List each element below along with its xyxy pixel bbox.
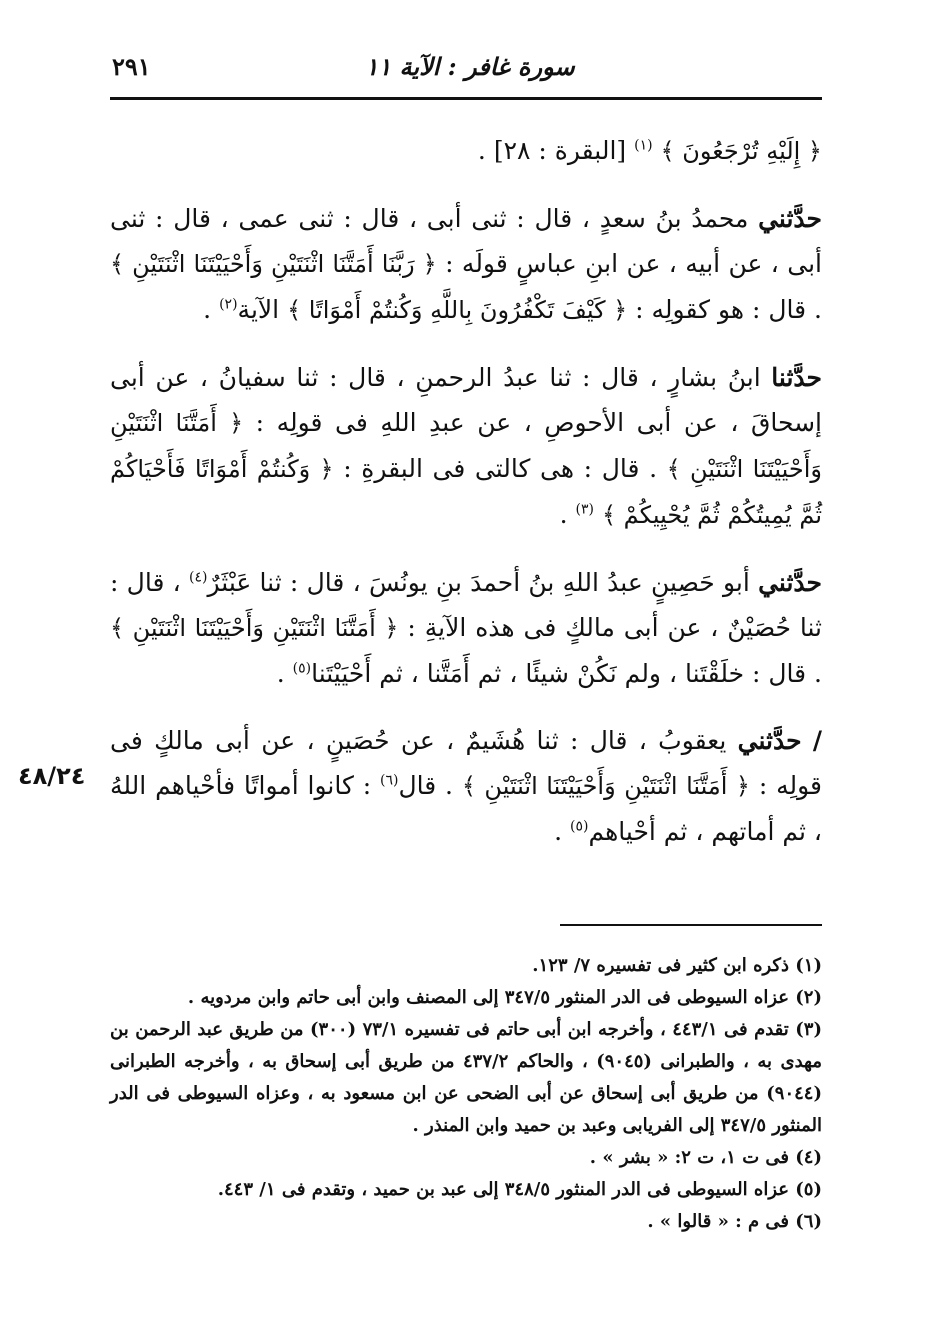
paragraph-3 [110, 560, 822, 696]
footnote-marker: (٢) [219, 296, 238, 313]
paragraph-text: أبو حَصِينٍ عبدُ اللهِ بنُ أحمدَ بنِ يونُسَ ، قال : ثنا عَبْثَرٌ [207, 568, 750, 597]
paragraph-2 [110, 355, 822, 538]
footnote-marker: (٦) [380, 772, 399, 789]
paragraph-text: ابنُ بشارٍ ، قال : ثنا عبدُ الرحمنِ ، قال : ثنا سفيانُ ، عن أبى إسحاقَ ، عن أبى الأحوصِ ، عن عبدِ اللهِ فى قولِه : [110, 363, 822, 437]
running-header: سورة غافر : الآية ١١ [365, 52, 575, 81]
footnote-marker: (٥) [570, 818, 589, 835]
footnote-1: (١) ذكره ابن كثير فى تفسيره ٧/ ١٢٣. [532, 955, 822, 976]
quran-verse: ﴿ رَبَّنَا أَمَتَّنَا اثْنَتَيْنِ وَأَحْيَيْتَنَا اثْنَتَيْنِ ﴾ [110, 250, 437, 278]
main-text [110, 128, 822, 876]
footnote-4: (٤) فى ت ١، ت ٢: « بشر » . [589, 1147, 822, 1168]
paragraph-lead: حدَّثنا [771, 363, 822, 392]
footnote-marker: (١) [634, 137, 653, 154]
paragraph-text: يعقوبُ ، قال : ثنا هُشَيمٌ ، عن حُصَينٍ ، عن أبى مالكٍ فى قولِه : [110, 726, 822, 800]
paragraph-end: . [203, 295, 212, 324]
paragraph-text: . قال : هى كالتى فى البقرةِ : [343, 454, 658, 483]
paragraph-text: . قال : خلَقْتَنا ، ولم نَكُنْ شيئًا ، ثم أَمَتَّنا ، ثم أَحْيَيْتَنا [311, 659, 822, 688]
paragraph-text: : كانوا أمواتًا فأحْياهم اللهُ ، ثم أماتهم ، ثم أحْياهم [110, 771, 822, 846]
footnote-marker: (٥) [292, 660, 312, 677]
paragraph-text: . قال [398, 771, 453, 800]
quran-verse: ﴿ أَمَتَّنَا اثْنَتَيْنِ وَأَحْيَيْتَنَا اثْنَتَيْنِ ﴾ [461, 772, 750, 800]
page-number: ٢٩١ [112, 52, 151, 81]
paragraph-end: . [559, 500, 568, 529]
footnote-rule [560, 924, 822, 926]
header-rule [110, 97, 822, 100]
paragraph-text: الآية [237, 295, 280, 324]
paragraph-lead: حدَّثني [737, 726, 802, 755]
footnote-5: (٥) عزاه السيوطى فى الدر المنثور ٣٤٨/٥ إلى عبد بن حميد ، وتقدم فى ١/ ٤٤٣. [217, 1179, 822, 1200]
paragraph-end: . [554, 817, 563, 846]
footnote-6: (٦) فى م : « قالوا » . [647, 1211, 822, 1232]
quran-verse: ﴿ إِلَيْهِ تُرْجَعُونَ ﴾ [660, 137, 822, 165]
quran-verse: ﴿ أَمَتَّنَا اثْنَتَيْنِ وَأَحْيَيْتَنَا اثْنَتَيْنِ ﴾ [110, 614, 399, 642]
footnotes [110, 950, 822, 1238]
footnote-2: (٢) عزاه السيوطى فى الدر المنثور ٣٤٧/٥ إلى المصنف وابن أبى حاتم وابن مردويه . [187, 987, 822, 1008]
paragraph-4 [110, 718, 822, 854]
quran-verse: ﴿ أَمَتَّنَا اثْنَتَيْنِ وَأَحْيَيْتَنَا اثْنَتَيْنِ ﴾ [110, 409, 823, 483]
quran-verse: ﴿ وَكُنتُمْ أَمْوَاتًا فَأَحْيَاكُمْ ثُمَّ يُمِيتُكُمْ ثُمَّ يُحْيِيكُمْ ﴾ [110, 455, 822, 529]
page-break-slash: / [812, 726, 822, 755]
quran-verse: ﴿ كَيْفَ تَكْفُرُونَ بِاللَّهِ وَكُنتُمْ أَمْوَاتًا ﴾ [287, 296, 628, 324]
footnote-marker: (٣) [575, 501, 595, 518]
verse-reference: [البقرة : ٢٨] . [477, 136, 627, 165]
paragraph-lead: حدَّثني [758, 568, 822, 597]
paragraph-0 [110, 128, 822, 174]
paragraph-lead: حدَّثني [758, 204, 822, 233]
paragraph-end: . [276, 659, 285, 688]
footnote-marker: (٤) [189, 569, 208, 586]
margin-reference: ٤٨/٢٤ [18, 762, 86, 790]
footnote-3: (٣) تقدم فى ٤٤٣/١ ، وأخرجه ابن أبى حاتم فى تفسيره ٧٣/١ (٣٠٠) من طريق عبد الرحمن بن مهدى به ، والطبرانى (٩٠٤٥) ، والحاكم ٤٣٧/٢ من طريق أبى إسحاق به ، وأخرجه الطبرانى (٩٠٤٤) من طريق أبى إسحاق عن أبى الضحى عن ابن مسعود به ، وعزاه السيوطى فى الدر المنثور ٣٤٧/٥ إلى الفريابى وعبد بن حميد وابن المنذر . [110, 1019, 822, 1136]
paragraph-text: ، قال : ثنا حُصَيْنٌ ، عن أبى مالكٍ فى هذه الآيةِ : [110, 568, 823, 642]
paragraph-text: محمدُ بنُ سعدٍ ، قال : ثنى أبى ، قال : ثنى عمى ، قال : ثنى أبى ، عن أبيه ، عن ابنِ عباسٍ قولَه : [110, 204, 822, 278]
paragraph-1 [110, 196, 822, 333]
paragraph-text: . قال : هو كقولِه : [635, 295, 822, 324]
